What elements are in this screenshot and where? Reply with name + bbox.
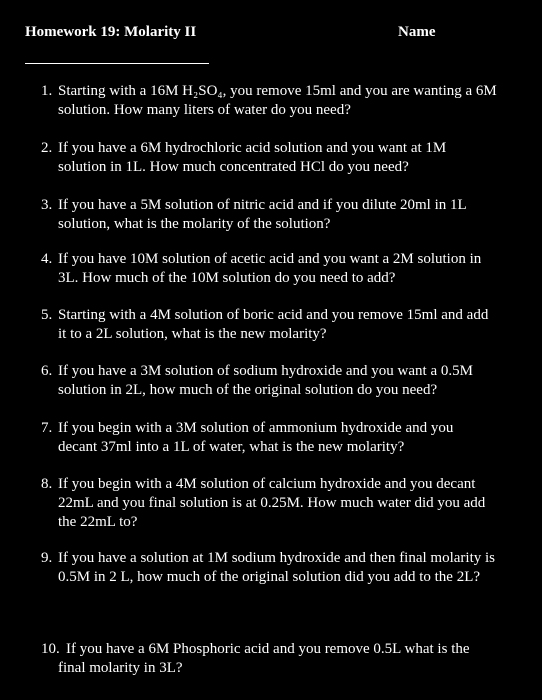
question-text: If you have a 6M Phosphoric acid and you remove 0.5L what is the	[66, 641, 470, 657]
question-number: 9.	[41, 550, 53, 566]
question-text: 22mL and you final solution is at 0.25M. How much water did you add	[58, 495, 486, 511]
name-label: Name	[398, 24, 436, 40]
question-text: solution, what is the molarity of the solution?	[58, 216, 331, 232]
question-text: decant 37ml into a 1L of water, what is the new molarity?	[58, 439, 405, 455]
question-text: 0.5M in 2 L, how much of the original solution did you add to the 2L?	[58, 569, 481, 585]
worksheet-title: Homework 19: Molarity II	[25, 24, 197, 40]
question-number: 1.	[41, 83, 53, 99]
question-2	[41, 139, 531, 177]
question-9	[41, 549, 531, 587]
question-text: If you have 10M solution of acetic acid and you want a 2M solution in	[58, 251, 482, 267]
question-text: If you have a 5M solution of nitric acid and if you dilute 20ml in 1L	[58, 197, 467, 213]
question-3	[41, 196, 531, 234]
question-7	[41, 419, 531, 457]
question-text: If you begin with a 4M solution of calcium hydroxide and you decant	[58, 476, 476, 492]
question-6	[41, 362, 531, 400]
question-text: 3L. How much of the 10M solution do you need to add?	[58, 270, 396, 286]
question-text: it to a 2L solution, what is the new molarity?	[58, 326, 327, 342]
question-text: final molarity in 3L?	[58, 660, 183, 676]
question-number: 6.	[41, 363, 53, 379]
question-8	[41, 475, 531, 532]
question-1	[41, 82, 531, 120]
question-number: 10.	[41, 641, 60, 657]
question-text: solution in 2L, how much of the original solution do you need?	[58, 382, 438, 398]
question-text: If you have a 3M solution of sodium hydroxide and you want a 0.5M	[58, 363, 473, 379]
question-text: If you begin with a 3M solution of ammonium hydroxide and you	[58, 420, 454, 436]
question-text: If you have a 6M hydrochloric acid solution and you want at 1M	[58, 140, 447, 156]
question-text: Starting with a 16M H₂SO₄, you remove 15ml and you are wanting a 6M	[58, 83, 497, 99]
question-number: 7.	[41, 420, 53, 436]
question-10	[41, 640, 531, 678]
question-number: 4.	[41, 251, 53, 267]
question-text: the 22mL to?	[58, 514, 138, 530]
question-text: If you have a solution at 1M sodium hydroxide and then final molarity is	[58, 550, 496, 566]
question-text: Starting with a 4M solution of boric acid and you remove 15ml and add	[58, 307, 489, 323]
question-4	[41, 250, 531, 288]
question-number: 3.	[41, 197, 53, 213]
question-5	[41, 306, 531, 344]
question-text: solution. How many liters of water do you need?	[58, 102, 351, 118]
question-text: solution in 1L. How much concentrated HCl do you need?	[58, 159, 409, 175]
question-number: 2.	[41, 140, 53, 156]
question-number: 8.	[41, 476, 53, 492]
question-number: 5.	[41, 307, 53, 323]
